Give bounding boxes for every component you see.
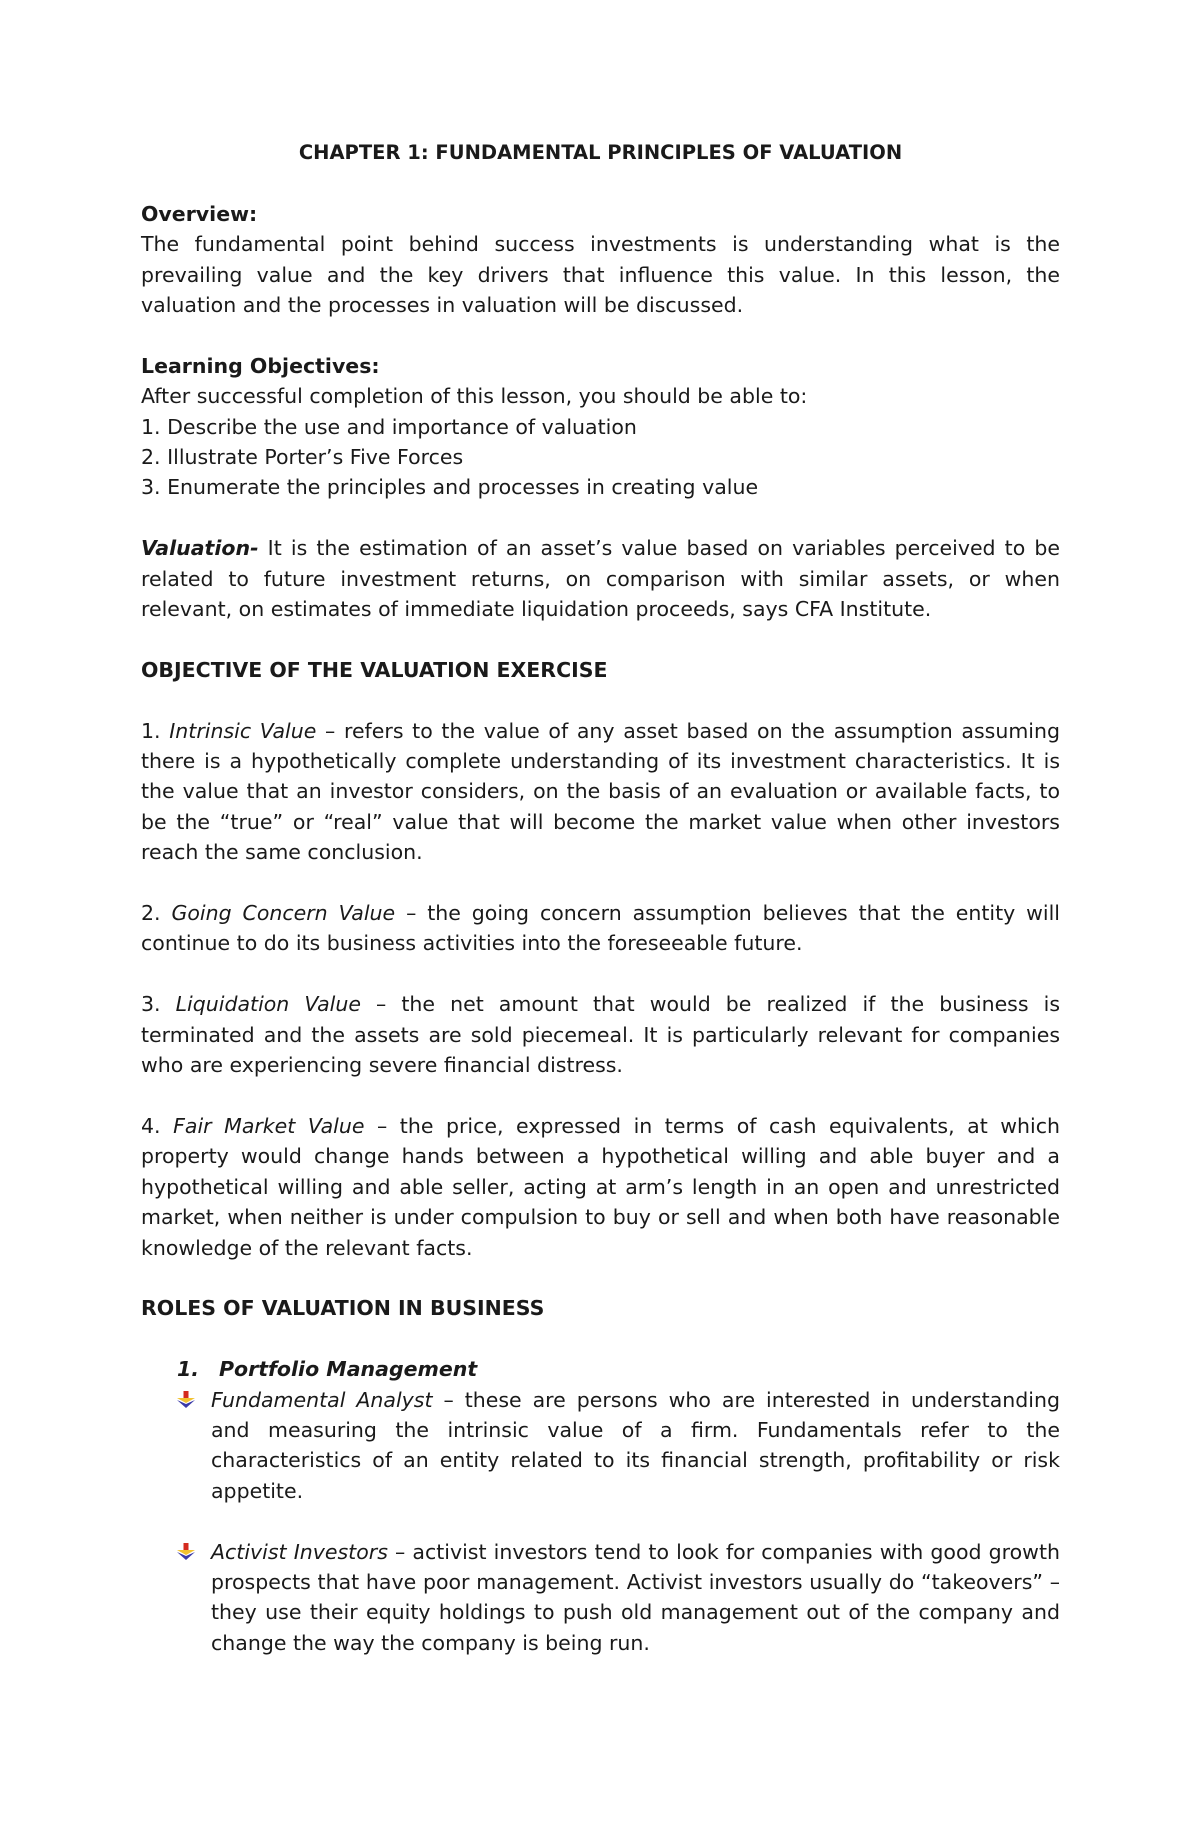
subheading-number: 1.: [177, 1357, 200, 1382]
bullet-text: [211, 1537, 1060, 1659]
document-body: [141, 138, 1060, 1658]
list-item-activist-investors: [177, 1537, 1060, 1659]
objective-item-intrinsic-value: [141, 716, 1060, 868]
list-item-fundamental-analyst: [177, 1385, 1060, 1507]
overview-text: The fundamental point behind success investments is understanding what is the prevailing value and the key drivers that influence this value. In this lesson, the valuation and the processes in valuation will be discussed.: [141, 232, 1060, 318]
learning-objective-item: 3. Enumerate the principles and processes in creating value: [141, 475, 759, 500]
roles-section-heading: ROLES OF VALUATION IN BUSINESS: [141, 1296, 545, 1321]
objective-item-number: 3.: [141, 992, 176, 1017]
objective-item-number: 2.: [141, 901, 172, 926]
subheading-text: Portfolio Management: [219, 1357, 478, 1382]
valuation-term: Valuation-: [141, 536, 259, 561]
objective-item-text: – the price, expressed in terms of cash equivalents, at which property would change hands between a hypothetical willing and able buyer and a hypothetical willing and able seller, acting at arm’s length in an open and unrestricted market, when neither is under compulsion to buy or sell and when both have reasonable knowledge of the relevant facts.: [141, 1113, 1060, 1260]
objective-item-term: Fair Market Value: [173, 1113, 365, 1138]
bullet-description: – these are persons who are interested in understanding and measuring the intrinsic value of a firm. Fundamentals refer to the characteristics of an entity related to its financial strength, profitability or risk appetite.: [211, 1387, 1060, 1503]
bullet-term: Fundamental Analyst: [211, 1387, 433, 1412]
learning-objective-item: 2. Illustrate Porter’s Five Forces: [141, 445, 464, 470]
objective-item-term: Intrinsic Value: [169, 718, 317, 743]
overview-heading: Overview:: [141, 201, 258, 226]
arrow-bullet-icon: [177, 1385, 211, 1415]
objective-item-term: Liquidation Value: [175, 992, 361, 1017]
bullet-term: Activist Investors: [211, 1539, 388, 1564]
bullet-text: [211, 1385, 1060, 1507]
learning-objectives-heading: Learning Objectives:: [141, 353, 380, 378]
learning-objectives-intro: After successful completion of this lesson, you should be able to:: [141, 384, 808, 409]
learning-objective-item: 1. Describe the use and importance of valuation: [141, 414, 637, 439]
valuation-definition-text: It is the estimation of an asset’s value based on variables perceived to be related to future investment returns, on comparison with similar assets, or when relevant, on estimates of immediate liquidation proceeds, says CFA Institute.: [141, 536, 1060, 622]
arrow-bullet-icon: [177, 1537, 211, 1567]
objective-item-fair-market-value: [141, 1111, 1060, 1263]
objective-item-number: 4.: [141, 1113, 174, 1138]
bullet-description: – activist investors tend to look for companies with good growth prospects that have poor management. Activist investors usually do “takeovers” – they use their equity holdings to push old management out of the company and change the way the company is being run.: [211, 1539, 1060, 1655]
objective-item-number: 1.: [141, 718, 170, 743]
objective-item-liquidation-value: [141, 989, 1060, 1080]
objective-item-text: – refers to the value of any asset based on the assumption assuming there is a hypothetically complete understanding of its investment characteristics. It is the value that an investor considers, on the basis of an evaluation or available facts, to be the “true” or “real” value that will become the market value when other investors reach the same conclusion.: [141, 718, 1061, 865]
objective-item-text: – the net amount that would be realized if the business is terminated and the assets are sold piecemeal. It is particularly relevant for companies who are experiencing severe financial distress.: [141, 992, 1060, 1078]
portfolio-management-subheading: [177, 1354, 1060, 1384]
objective-item-text: – the going concern assumption believes that the entity will continue to do its business activities into the foreseeable future.: [141, 901, 1061, 956]
objective-item-term: Going Concern Value: [171, 901, 396, 926]
objective-item-going-concern-value: [141, 898, 1060, 959]
chapter-title: CHAPTER 1: FUNDAMENTAL PRINCIPLES OF VALUATION: [298, 141, 903, 164]
objective-section-heading: OBJECTIVE OF THE VALUATION EXERCISE: [141, 657, 608, 682]
valuation-definition: [141, 533, 1060, 624]
